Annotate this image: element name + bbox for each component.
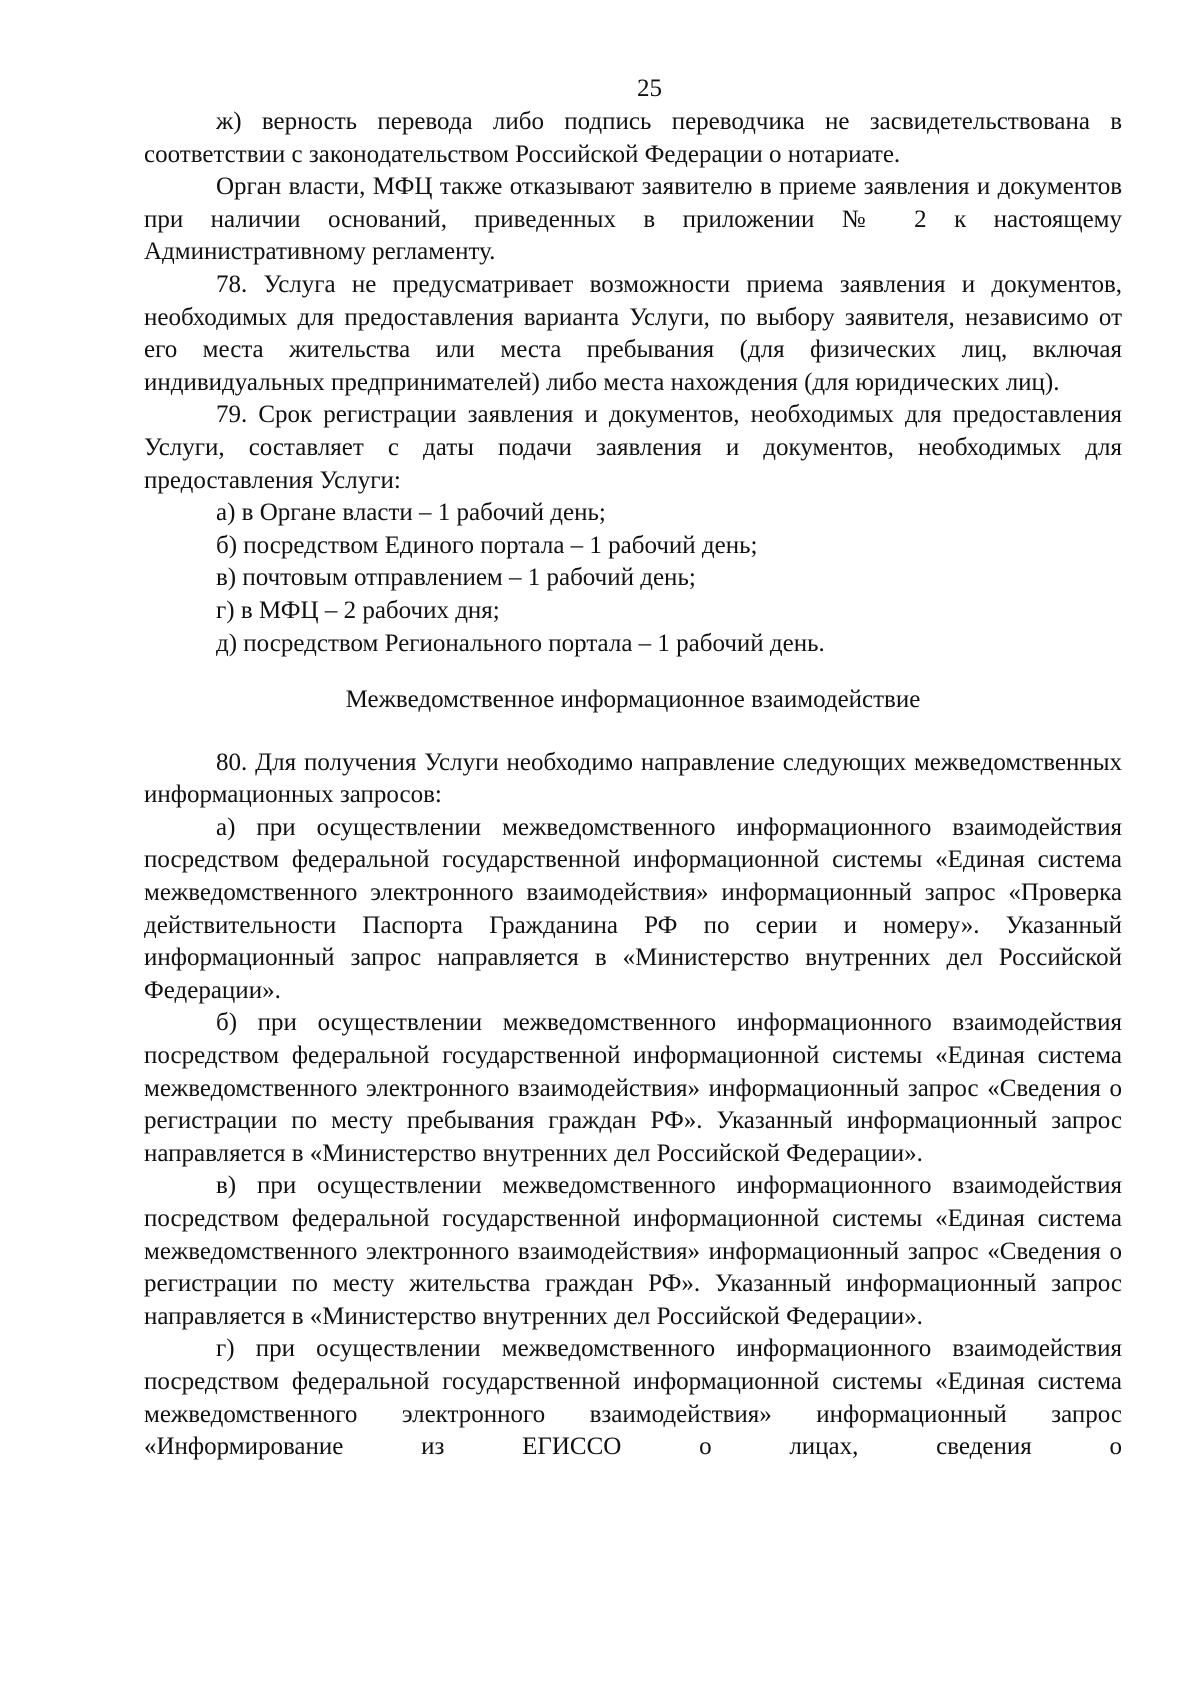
registration-term-item-d: г) в МФЦ – 2 рабочих дня; — [216, 596, 500, 624]
paragraph-translation-certification: ж) верность перевода либо подпись переводчика не засвидетельствована в соответствии с законодательством Российской Федерации о нотариате. — [144, 108, 1122, 168]
page-number: 25 — [637, 75, 662, 102]
paragraph-request-c: в) при осуществлении межведомственного информационного взаимодействия посредством федеральной государственной информационной системы «Единая система межведомственного электронного взаимодействия» информационный запрос «Сведения о регистрации по месту жительства граждан РФ». Указанный информационный запрос направляется в «Министерство внутренних дел Российской Федерации». — [144, 1172, 1122, 1330]
paragraph-refusal-grounds: Орган власти, МФЦ также отказывают заявителю в приеме заявления и документов при наличии оснований, приведенных в приложении № 2 к настоящему Административному регламенту. — [144, 173, 1122, 266]
registration-term-item-e: д) посредством Регионального портала – 1 рабочий день. — [216, 629, 825, 657]
section-heading: Межведомственное информационное взаимодействие — [345, 686, 921, 714]
paragraph-78-extraterritorial: 78. Услуга не предусматривает возможности приема заявления и документов, необходимых для предоставления варианта Услуги, по выбору заявителя, независимо от его места жительства или места пребывания (для физических лиц, включая индивидуальных предпринимателей) либо места нахождения (для юридических лиц). — [144, 270, 1122, 396]
paragraph-request-b: б) при осуществлении межведомственного информационного взаимодействия посредством федеральной государственной информационной системы «Единая система межведомственного электронного взаимодействия» информационный запрос «Сведения о регистрации по месту пребывания граждан РФ». Указанный информационный запрос направляется в «Министерство внутренних дел Российской Федерации». — [144, 1009, 1122, 1167]
registration-term-item-c: в) почтовым отправлением – 1 рабочий день; — [216, 564, 696, 592]
paragraph-request-d: г) при осуществлении межведомственного информационного взаимодействия посредством федеральной государственной информационной системы «Единая система межведомственного электронного взаимодействия» информационный запрос «Информирование из ЕГИССО о лицах, сведения о — [144, 1335, 1122, 1461]
paragraph-request-a: а) при осуществлении межведомственного информационного взаимодействия посредством федеральной государственной информационной системы «Единая система межведомственного электронного взаимодействия» информационный запрос «Проверка действительности Паспорта Гражданина РФ по серии и номеру». Указанный информационный запрос направляется в «Министерство внутренних дел Российской Федерации». — [144, 813, 1122, 1004]
registration-term-item-b: б) посредством Единого портала – 1 рабочий день; — [216, 531, 758, 559]
paragraph-79-registration-term: 79. Срок регистрации заявления и документов, необходимых для предоставления Услуги, составляет с даты подачи заявления и документов, необходимых для предоставления Услуги: — [144, 401, 1122, 494]
registration-term-item-a: а) в Органе власти – 1 рабочий день; — [216, 499, 606, 527]
paragraph-80-interagency-requests: 80. Для получения Услуги необходимо направление следующих межведомственных информационных запросов: — [144, 748, 1122, 809]
